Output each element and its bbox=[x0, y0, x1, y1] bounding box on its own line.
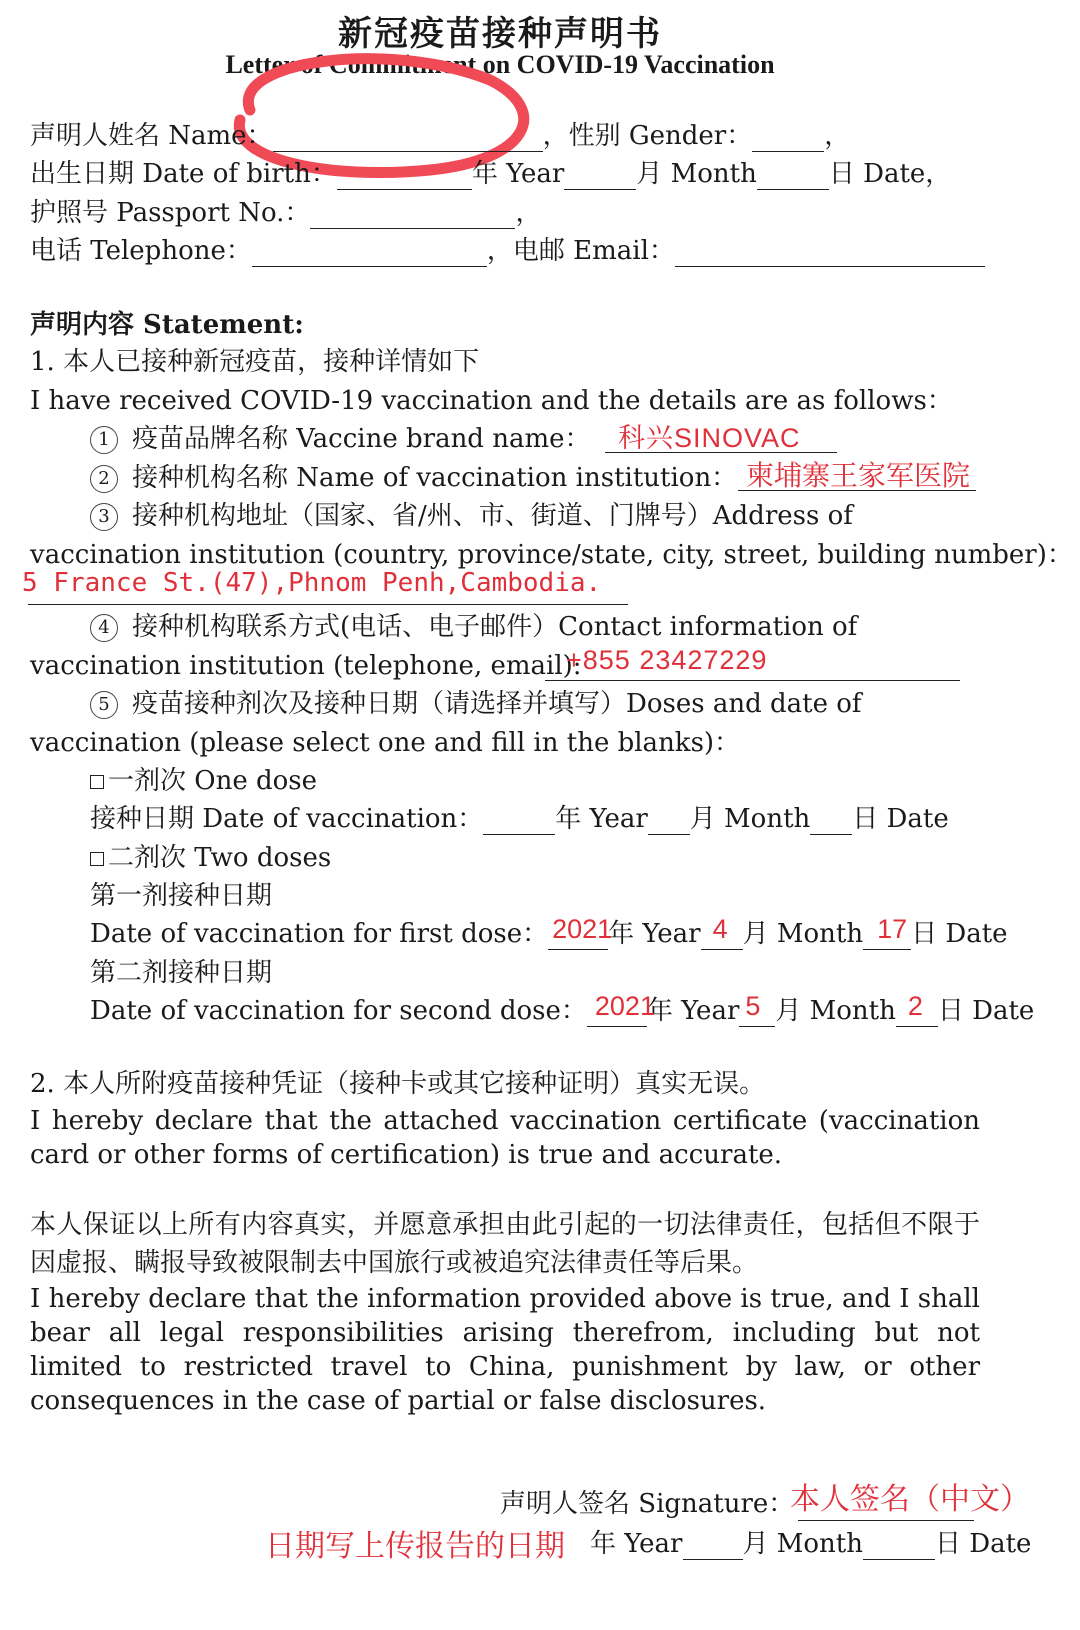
institution-name-row bbox=[90, 462, 737, 494]
first-dose-day-blank[interactable] bbox=[863, 914, 911, 950]
second-dose-day-blank[interactable] bbox=[896, 991, 938, 1027]
dob-year-blank[interactable] bbox=[337, 163, 472, 190]
doses-label-2: vaccination (please select one and fill in the blanks)： bbox=[30, 728, 741, 758]
first-dose-month-label: 月 Month bbox=[742, 919, 864, 949]
second-dose-month-blank[interactable] bbox=[739, 991, 775, 1027]
first-dose-date-unit: 日 Date bbox=[911, 919, 1008, 949]
phone-row bbox=[30, 235, 985, 267]
institution-address-row bbox=[90, 500, 853, 532]
institution-address-label: 接种机构地址（国家、省/州、市、街道、门牌号）Address of bbox=[132, 501, 853, 531]
signature-date-row bbox=[590, 1528, 1031, 1560]
signature-month-label: 月 Month bbox=[742, 1529, 863, 1559]
declaration-english: I hereby declare that the information provided above is true, and I shall bear all legal responsibilities arising therefrom, including but not limited to restricted travel to China, punishment by law, or other consequences in the case of partial or false disclosures. bbox=[30, 1284, 980, 1416]
dob-day-blank[interactable] bbox=[757, 163, 829, 190]
first-dose-label: Date of vaccination for first dose： bbox=[90, 919, 549, 949]
institution-address-label-2: vaccination institution (country, province/state, city, street, building number)： bbox=[30, 540, 1073, 570]
doses-row bbox=[90, 688, 862, 720]
second-dose-chinese: 第二剂接种日期 bbox=[90, 958, 273, 988]
first-dose-month-value: 4 bbox=[712, 914, 728, 944]
institution-address-blank[interactable] bbox=[28, 604, 628, 605]
signature-day-blank[interactable] bbox=[863, 1533, 935, 1560]
doses-label: 疫苗接种剂次及接种日期（请选择并填写）Doses and date of bbox=[132, 689, 862, 719]
one-dose-year-label: 年 Year bbox=[555, 804, 648, 834]
passport-label: 护照号 Passport No.： bbox=[30, 198, 311, 228]
passport-end: ， bbox=[515, 198, 542, 228]
circle-number-2: 2 bbox=[90, 465, 118, 493]
second-dose-month-value: 5 bbox=[745, 991, 761, 1021]
second-dose-year-label: 年 Year bbox=[646, 996, 740, 1026]
one-dose-month-label: 月 Month bbox=[689, 804, 811, 834]
name-row bbox=[30, 120, 850, 152]
second-dose-label: Date of vaccination for second dose： bbox=[90, 996, 587, 1026]
one-dose-year-blank[interactable] bbox=[483, 808, 555, 835]
second-dose-date-unit: 日 Date bbox=[937, 996, 1035, 1026]
institution-contact-label: 接种机构联系方式(电话、电子邮件）Contact information of bbox=[132, 612, 858, 642]
second-dose-day-value: 2 bbox=[907, 991, 923, 1021]
statement-heading: 声明内容 Statement: bbox=[30, 310, 304, 340]
dob-month-label: 月 Month bbox=[636, 159, 757, 189]
signature-blank[interactable] bbox=[798, 1520, 974, 1521]
first-dose-year-blank[interactable] bbox=[548, 914, 613, 950]
signature-value: 本人签名（中文） bbox=[790, 1483, 1030, 1516]
institution-name-value: 柬埔寨王家军医院 bbox=[746, 460, 971, 491]
first-dose-year-label: 年 Year bbox=[608, 919, 701, 949]
title-english: Letter of Commitment on COVID-19 Vaccination bbox=[225, 50, 775, 79]
two-doses-checkbox[interactable] bbox=[90, 852, 104, 866]
phone-label: 电话 Telephone： bbox=[30, 236, 252, 266]
dob-year-label: 年 Year bbox=[471, 159, 565, 189]
title-chinese: 新冠疫苗接种声明书 bbox=[338, 14, 662, 54]
second-dose-year-value: 2021 bbox=[594, 991, 655, 1021]
one-dose-month-blank[interactable] bbox=[648, 808, 690, 835]
one-dose-date-row bbox=[90, 803, 949, 835]
first-dose-chinese: 第一剂接种日期 bbox=[90, 881, 273, 911]
item2-english: I hereby declare that the attached vaccination certificate (vaccination card or other forms of certification) is true and accurate. bbox=[30, 1106, 980, 1170]
passport-row bbox=[30, 197, 541, 229]
one-dose-option[interactable] bbox=[90, 765, 317, 797]
dob-label: 出生日期 Date of birth： bbox=[30, 159, 337, 189]
gender-blank[interactable] bbox=[752, 125, 824, 152]
vaccine-brand-value: 科兴SINOVAC bbox=[618, 423, 801, 453]
declaration-chinese: 本人保证以上所有内容真实，并愿意承担由此引起的一切法律责任，包括但不限于因虚报、瞒报导致被限制去中国旅行或被追究法律责任等后果。 bbox=[30, 1210, 980, 1278]
item1-english: I have received COVID-19 vaccination and the details are as follows： bbox=[30, 386, 953, 416]
first-dose-year-value: 2021 bbox=[552, 914, 613, 944]
first-dose-month-blank[interactable] bbox=[701, 914, 743, 950]
gender-end: ， bbox=[824, 121, 851, 151]
first-dose-day-value: 17 bbox=[877, 914, 908, 944]
institution-contact-label-2: vaccination institution (telephone, email): bbox=[30, 651, 582, 681]
first-dose-date-row bbox=[90, 914, 1008, 950]
institution-contact-row bbox=[90, 611, 857, 643]
dob-date-label: 日 Date， bbox=[828, 159, 952, 189]
circle-number-5: 5 bbox=[90, 691, 118, 719]
vaccine-brand-row bbox=[90, 423, 591, 455]
institution-contact-value: +855 23427229 bbox=[566, 645, 768, 675]
one-dose-checkbox[interactable] bbox=[90, 775, 104, 789]
two-doses-label: 二剂次 Two doses bbox=[108, 843, 332, 873]
one-dose-label: 一剂次 One dose bbox=[108, 766, 318, 796]
signature-date-unit: 日 Date bbox=[934, 1529, 1032, 1559]
gender-label: ，性别 Gender： bbox=[542, 121, 753, 151]
second-dose-date-row bbox=[90, 991, 1035, 1027]
dob-month-blank[interactable] bbox=[564, 163, 636, 190]
institution-name-label: 接种机构名称 Name of vaccination institution： bbox=[132, 463, 738, 493]
circle-number-3: 3 bbox=[90, 503, 118, 531]
passport-blank[interactable] bbox=[310, 202, 515, 229]
dob-row bbox=[30, 158, 951, 190]
one-dose-date-unit: 日 Date bbox=[852, 804, 949, 834]
name-blank[interactable] bbox=[273, 125, 543, 152]
phone-blank[interactable] bbox=[252, 240, 487, 267]
one-dose-day-blank[interactable] bbox=[810, 808, 852, 835]
name-label: 声明人姓名 Name： bbox=[30, 121, 273, 151]
circle-number-1: 1 bbox=[90, 426, 118, 454]
item1-chinese: 1. 本人已接种新冠疫苗，接种详情如下 bbox=[30, 347, 480, 377]
circle-number-4: 4 bbox=[90, 614, 118, 642]
signature-year-label: 年 Year bbox=[590, 1529, 683, 1559]
second-dose-year-blank[interactable] bbox=[587, 991, 655, 1027]
date-note-annotation: 日期写上传报告的日期 bbox=[265, 1530, 565, 1563]
second-dose-month-label: 月 Month bbox=[775, 996, 896, 1026]
two-doses-option[interactable] bbox=[90, 842, 331, 874]
signature-month-blank[interactable] bbox=[683, 1533, 743, 1560]
institution-contact-blank[interactable] bbox=[545, 680, 960, 681]
institution-address-value: 5 France St.(47),Phnom Penh,Cambodia. bbox=[22, 568, 602, 598]
signature-label: 声明人签名 Signature： bbox=[500, 1489, 795, 1519]
email-label: ，电邮 Email： bbox=[486, 236, 675, 266]
email-blank[interactable] bbox=[675, 240, 985, 267]
vaccine-brand-label: 疫苗品牌名称 Vaccine brand name： bbox=[132, 424, 591, 454]
one-dose-date-label: 接种日期 Date of vaccination： bbox=[90, 804, 484, 834]
item2-chinese: 2. 本人所附疫苗接种凭证（接种卡或其它接种证明）真实无误。 bbox=[30, 1069, 766, 1099]
